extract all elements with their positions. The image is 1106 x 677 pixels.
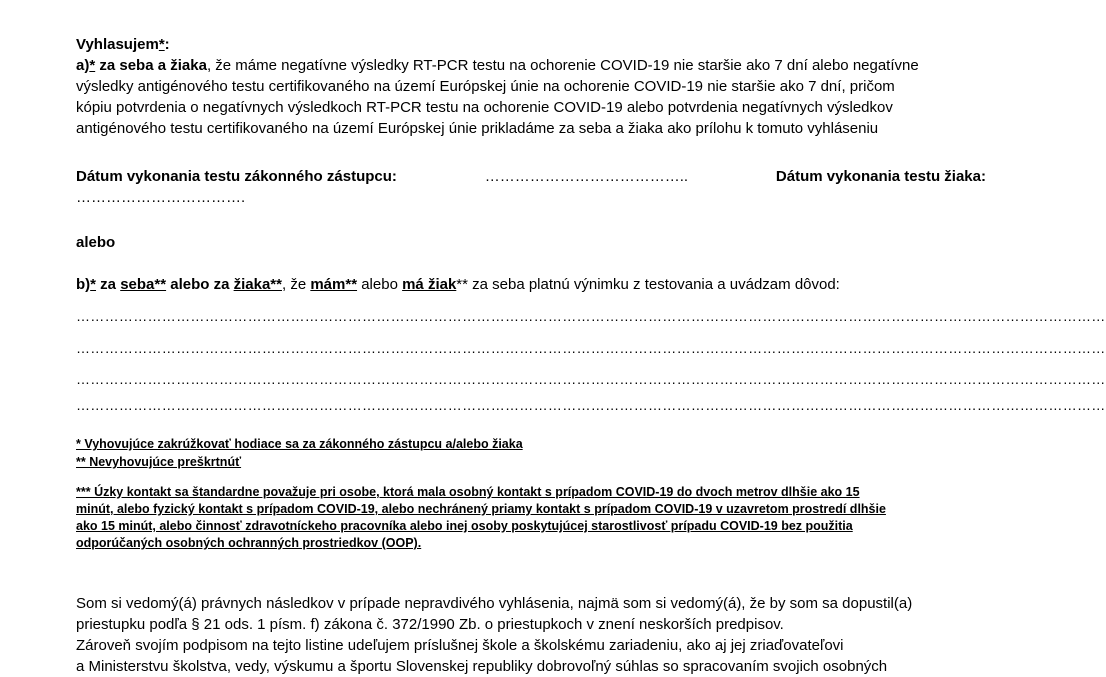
declare-heading xyxy=(76,34,986,55)
option-a-line-4: antigénového testu certifikovaného na území Európskej únie prikladáme za seba a žiaka ako prílohu k tomuto vyhláseniu xyxy=(76,120,879,137)
option-b-mam: mám** xyxy=(310,276,358,293)
option-b-marker: b) xyxy=(76,276,91,293)
option-a-paragraph xyxy=(76,55,986,139)
closing-line-3: Zároveň svojím podpisom na tejto listine udeľujem príslušnej škole a školskému zariadeniu, ako aj jej zriaďovateľovi xyxy=(76,637,844,654)
note-close-contact xyxy=(76,484,986,552)
option-b-ma-ziak: má žiak xyxy=(402,276,457,293)
option-b-alebo: alebo xyxy=(357,276,403,293)
option-b-star: * xyxy=(90,276,97,293)
option-a-star: * xyxy=(89,57,96,74)
closing-line-1: Som si vedomý(á) právnych následkov v prípade nepravdivého vyhlásenia, najmä som si vedomý(á), že by som sa dopustil(a) xyxy=(76,595,913,612)
option-a-line-2: výsledky antigénového testu certifikovaného na území Európskej únie na ochorenie COVID-19 nie staršie ako 7 dní, pričom xyxy=(76,78,895,95)
parent-test-date-dots[interactable]: ………………………………….. xyxy=(484,168,689,185)
option-b-seba: seba** xyxy=(120,276,167,293)
note-close-contact-line-2: minút, alebo fyzický kontakt s prípadom COVID-19, alebo nechránený priamy kontakt s prípadom COVID-19 v uzavretom prostredí dlhšie xyxy=(76,502,886,516)
option-b-rest: ** za seba platnú výnimku z testovania a uvádzam dôvod: xyxy=(456,276,840,293)
note-close-contact-line-1: *** Úzky kontakt sa štandardne považuje pri osobe, ktorá mala osobný kontakt s prípadom COVID-19 do dvoch metrov dlhšie ako 15 xyxy=(76,485,860,499)
closing-line-4: a Ministerstvu školstva, vedy, výskumu a športu Slovenskej republiky dobrovoľný súhlas so spracovaním svojich osobných xyxy=(76,658,888,675)
note-strike: ** Nevyhovujúce preškrtnúť xyxy=(76,455,242,469)
reason-line-1[interactable]: ……………………………………………………………………………………………………………………………………………………………………………………………… xyxy=(76,308,1106,324)
reason-line-3[interactable]: ……………………………………………………………………………………………………………………………………………………………………………………………… xyxy=(76,371,1106,387)
declare-heading-asterisk: * xyxy=(158,36,165,53)
option-a-line1-rest: , že máme negatívne výsledky RT-PCR testu na ochorenie COVID-19 nie staršie ako 7 dní alebo negatívne xyxy=(206,57,919,74)
test-dates xyxy=(76,166,986,208)
declare-heading-text: Vyhlasujem xyxy=(76,36,159,53)
option-a-marker: a) xyxy=(76,57,90,74)
test-dates-row xyxy=(76,166,986,187)
child-test-date-dots[interactable]: ……………………………. xyxy=(76,189,246,206)
option-b-alebo-za: alebo za xyxy=(166,276,234,293)
note-circle: * Vyhovujúce zakrúžkovať hodiace sa za zákonného zástupcu a/alebo žiaka xyxy=(76,437,523,451)
option-a-line-3: kópiu potvrdenia o negatívnych výsledkoch RT-PCR testu na ochorenie COVID-19 alebo potvrdenia negatívnych výsledkov xyxy=(76,99,893,116)
parent-test-date-label: Dátum vykonania testu zákonného zástupcu: xyxy=(76,168,397,185)
reason-line-4[interactable]: ……………………………………………………………………………………………………………………………………………………………………………………………… xyxy=(76,397,1106,413)
option-b-ziaka: žiaka** xyxy=(233,276,282,293)
option-b-za: za xyxy=(96,276,121,293)
note-close-contact-line-4: odporúčaných osobných ochranných prostriedkov (OOP). xyxy=(76,536,422,550)
or-label: alebo xyxy=(76,234,116,251)
note-close-contact-line-3: ako 15 minút, alebo činnosť zdravotníckeho pracovníka alebo inej osoby poskytujúcej starostlivosť prípadu COVID-19 bez použitia xyxy=(76,519,853,533)
closing-line-2: priestupku podľa § 21 ods. 1 písm. f) zákona č. 372/1990 Zb. o priestupkoch v znení neskorších predpisov. xyxy=(76,616,784,633)
option-b-ze: , že xyxy=(281,276,311,293)
declare-heading-colon: : xyxy=(164,36,170,53)
reason-line-2[interactable]: ……………………………………………………………………………………………………………………………………………………………………………………………… xyxy=(76,340,1106,356)
option-b-line xyxy=(76,274,986,295)
closing-paragraph xyxy=(76,593,986,677)
option-a-bold: za seba a žiaka xyxy=(95,57,207,74)
option-a-line-1 xyxy=(76,55,986,76)
child-test-date-label: Dátum vykonania testu žiaka: xyxy=(775,168,986,185)
